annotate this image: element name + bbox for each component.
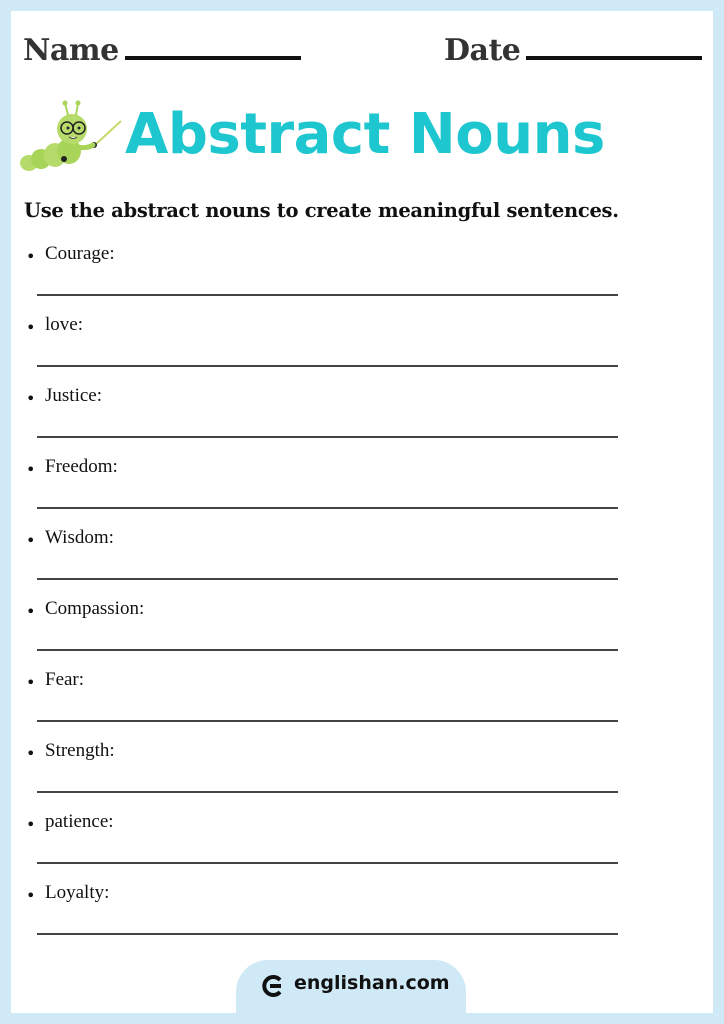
noun-label: Wisdom: [45,527,114,548]
noun-label: patience: [45,811,114,832]
bullet: • [26,318,36,337]
noun-label: Freedom: [45,456,118,477]
site-name: englishan.com [294,972,450,994]
noun-label: Justice: [45,385,102,406]
noun-label: Fear: [45,669,85,690]
answer-line[interactable] [37,578,618,580]
answer-line[interactable] [37,365,618,367]
list-item [11,596,713,667]
list-item [11,312,713,383]
list-item [11,525,713,596]
page-title: Abstract Nouns [125,102,605,167]
answer-line[interactable] [37,862,618,864]
list-item [11,241,713,312]
bullet: • [26,247,36,266]
noun-label: Compassion: [45,598,145,619]
bullet: • [26,531,36,550]
name-label: Name [23,33,119,68]
list-item [11,738,713,809]
answer-line[interactable] [37,294,618,296]
list-item [11,383,713,454]
answer-line[interactable] [37,720,618,722]
answer-line[interactable] [37,933,618,935]
bullet: • [26,460,36,479]
list-item [11,880,713,951]
answer-line[interactable] [37,791,618,793]
answer-line[interactable] [37,649,618,651]
date-label: Date [444,33,521,68]
noun-label: Courage: [45,243,115,264]
list-item [11,454,713,525]
bullet: • [26,886,36,905]
noun-label: Strength: [45,740,115,761]
bullet: • [26,389,36,408]
noun-label: Loyalty: [45,882,110,903]
noun-label: love: [45,314,83,335]
list-item [11,667,713,738]
answer-line[interactable] [37,507,618,509]
name-field [23,33,301,68]
name-blank-line[interactable] [125,56,301,60]
date-blank-line[interactable] [526,56,702,60]
footer-badge [236,960,466,1013]
instructions: Use the abstract nouns to create meaningful sentences. [24,199,619,222]
bullet: • [26,673,36,692]
englishan-logo-icon [262,975,284,997]
date-field [444,33,702,68]
caterpillar-mascot-icon [17,99,127,179]
worksheet-page [11,11,713,1013]
bullet: • [26,815,36,834]
answer-line[interactable] [37,436,618,438]
list-item [11,809,713,880]
bullet: • [26,744,36,763]
bullet: • [26,602,36,621]
